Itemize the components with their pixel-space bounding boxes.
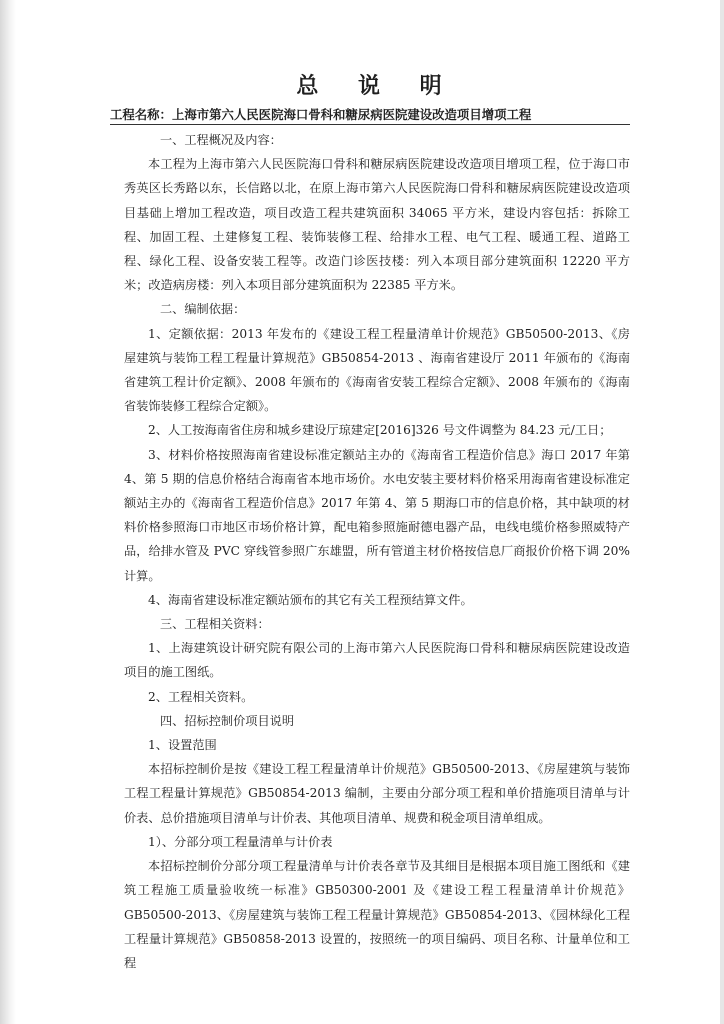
title-underline xyxy=(110,124,630,125)
subsection-heading-bill: 1）、分部分项工程量清单与计价表 xyxy=(148,834,333,849)
project-name-line xyxy=(110,106,630,124)
material-item-2: 2、工程相关资料。 xyxy=(148,689,254,704)
section-1-paragraph: 本工程为上海市第六人民医院海口骨科和糖尿病医院建设改造项目增项工程，位于海口市秀英区长秀路以东，长信路以北，在原上海市第六人民医院海口骨科和糖尿病医院建设改造项目基础上增加工程改造，项目改造工程共建筑面积 34065 平方米，建设内容包括：拆除工程、加固工程、土建修复工程、装饰装修工程、给排水工程、电气工程、暖通工程、道路工程、绿化工程、设备安装工程等。改造门诊医技楼：列入本项目部分建筑面积 12220 平方米；改造病房楼：列入本项目部分建筑面积为 22385 平方米。 xyxy=(124,157,630,293)
scope-paragraph: 本招标控制价是按《建设工程工程量清单计价规范》GB50500-2013、《房屋建筑与装饰工程工程量计算规范》GB50854-2013 编制，主要由分部分项工程和单价措施项目清单与计价表、总价措施项目清单与计价表、其他项目清单、规费和税金项目清单组成。 xyxy=(124,762,630,825)
section-heading-2: 二、编制依据： xyxy=(160,302,246,317)
basis-item-1: 1、定额依据：2013 年发布的《建设工程工程量清单计价规范》GB50500-2013、《房屋建筑与装饰工程工程量计算规范》GB50854-2013 、海南省建设厅 2011 年颁布的《海南省建筑工程计价定额》、2008 年颁布的《海南省安装工程综合定额》、2008 年颁布的《海南省装饰装修工程综合定额》。 xyxy=(124,326,630,414)
section-heading-1: 一、工程概况及内容： xyxy=(160,133,282,147)
subsection-heading-scope: 1、设置范围 xyxy=(148,738,217,753)
basis-item-4: 4、海南省建设标准定额站颁布的其它有关工程预结算文件。 xyxy=(148,592,473,607)
scan-shadow xyxy=(0,0,16,1024)
scan-border xyxy=(720,0,724,1024)
section-heading-4: 四、招标控制价项目说明 xyxy=(160,713,295,728)
basis-item-2: 2、人工按海南省住房和城乡建设厅琼建定[2016]326 号文件调整为 84.23 元/工日； xyxy=(148,423,612,438)
document-page xyxy=(110,70,630,975)
bill-paragraph: 本招标控制价分部分项工程量清单与计价表各章节及其细目是根据本项目施工图纸和《建筑工程施工质量验收统一标准》GB50300-2001 及《建设工程工程量清单计价规范》GB50500-2013、《房屋建筑与装饰工程工程量计算规范》GB50854-2013、《园林绿化工程工程量计算规范》GB50858-2013 设置的，按照统一的项目编码、项目名称、计量单位和工程 xyxy=(124,859,630,970)
basis-item-3: 3、材料价格按照海南省建设标准定额站主办的《海南省工程造价信息》海口 2017 年第 4、第 5 期的信息价格结合海南省本地市场价。水电安装主要材料价格采用海南省建设标准定额站主办的《海南省工程造价信息》2017 年第 4、第 5 期海口市的信息价格，其中缺项的材料价格参照海口市地区市场价格计算，配电箱参照施耐德电器产品，电线电缆价格参照威特产品，给排水管及 PVC 穿线管参照广东雄盟，所有管道主材价格按信息厂商报价价格下调 20%计算。 xyxy=(124,447,630,583)
material-item-1: 1、上海建筑设计研究院有限公司的上海市第六人民医院海口骨科和糖尿病医院建设改造项目的施工图纸。 xyxy=(124,641,630,680)
project-label: 工程名称： xyxy=(110,107,172,122)
project-name: 上海市第六人民医院海口骨科和糖尿病医院建设改造项目增项工程 xyxy=(171,107,532,122)
section-heading-3: 三、工程相关资料： xyxy=(160,617,270,632)
page-title: 总 说 明 xyxy=(296,73,458,99)
